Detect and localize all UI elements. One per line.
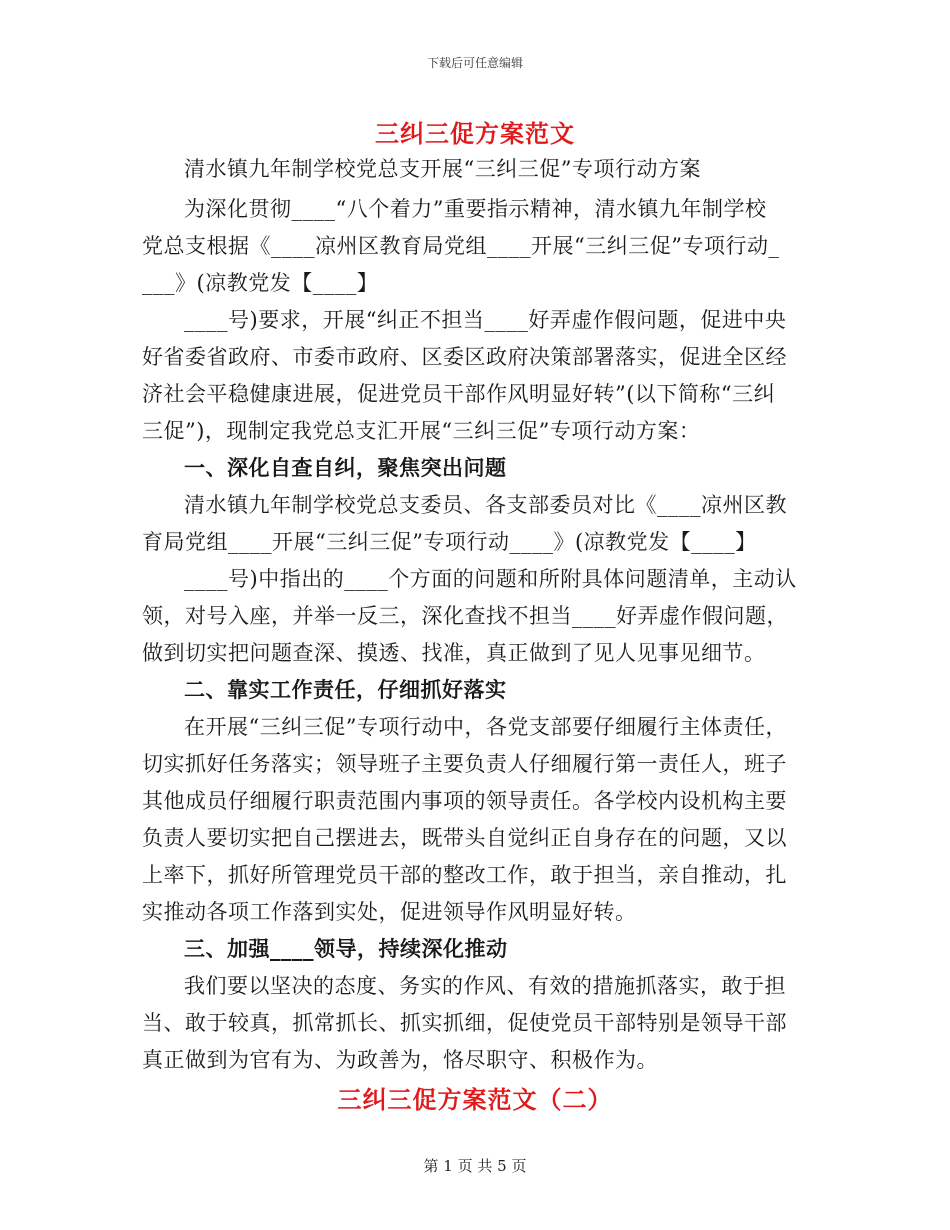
section-heading-2: 二、靠实工作责任，仔细抓好落实: [184, 677, 507, 702]
section-heading-3: 三、加强____领导，持续深化推动: [184, 936, 508, 961]
paragraph-line: 清水镇九年制学校党总支委员、各支部委员对比《____凉州区教: [184, 493, 787, 517]
paragraph-line: 党总支根据《____凉州区教育局党组____开展“三纠三促”专项行动_: [142, 234, 780, 258]
paragraph-line: 三促”)，现制定我党总支汇开展“三纠三促”专项行动方案：: [142, 419, 701, 443]
paragraph-line: 切实抓好任务落实；领导班子主要负责人仔细履行第一责任人，班子: [142, 752, 787, 776]
paragraph-line: 在开展“三纠三促”专项行动中，各党支部要仔细履行主体责任，: [184, 715, 787, 739]
section-heading-1: 一、深化自查自纠，聚焦突出问题: [184, 455, 507, 480]
paragraph-line: 我们要以坚决的态度、务实的作风、有效的措施抓落实，敢于担: [184, 974, 786, 998]
paragraph-line: 上率下，抓好所管理党员干部的整改工作，敢于担当，亲自推动，扎: [142, 863, 787, 887]
paragraph-line: 真正做到为官有为、为政善为，恪尽职守、积极作为。: [142, 1048, 658, 1072]
second-document-title: 三纠三促方案范文（二）: [337, 1085, 613, 1114]
header-note: 下载后可任意编辑: [426, 56, 523, 70]
paragraph-line: 做到切实把问题查深、摸透、找准，真正做到了见人见事见细节。: [142, 641, 766, 665]
paragraph-line: 实推动各项工作落到实处，促进领导作风明显好转。: [142, 900, 637, 924]
document-subtitle: 清水镇九年制学校党总支开展“三纠三促”专项行动方案: [184, 157, 701, 181]
page-footer: 第 1 页 共 5 页: [423, 1157, 527, 1175]
paragraph-line: 好省委省政府、市委市政府、区委区政府决策部署落实，促进全区经: [142, 345, 787, 369]
paragraph-line: ____号)中指出的____个方面的问题和所附具体问题清单，主动认: [184, 567, 797, 591]
paragraph-line: 育局党组____开展“三纠三促”专项行动____》(凉教党发【____】: [142, 530, 757, 554]
paragraph-line: ___》(凉教党发【____】: [142, 271, 379, 295]
paragraph-line: 济社会平稳健康进展，促进党员干部作风明显好转”(以下简称“三纠: [142, 382, 776, 406]
paragraph-line: 其他成员仔细履行职责范围内事项的领导责任。各学校内设机构主要: [142, 789, 787, 813]
paragraph-line: 当、敢于较真，抓常抓长、抓实抓细，促使党员干部特别是领导干部: [142, 1011, 787, 1035]
paragraph-line: ____号)要求，开展“纠正不担当____好弄虚作假问题，促进中央: [184, 308, 787, 332]
paragraph-line: 负责人要切实把自己摆进去，既带头自觉纠正自身存在的问题，又以: [142, 826, 787, 850]
paragraph-line: 领，对号入座，并举一反三，深化查找不担当____好弄虚作假问题，: [142, 604, 788, 628]
document-title: 三纠三促方案范文: [375, 119, 575, 148]
paragraph-line: 为深化贯彻____“八个着力”重要指示精神，清水镇九年制学校: [184, 197, 767, 221]
